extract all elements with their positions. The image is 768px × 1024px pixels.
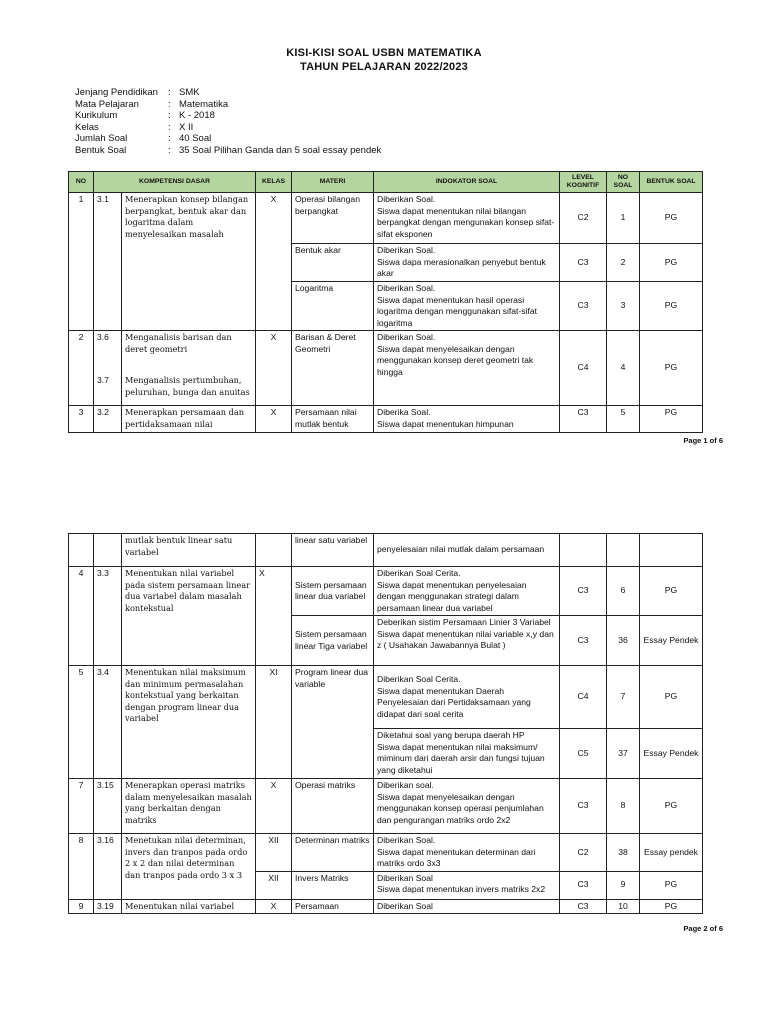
bentuk-soal: Essay Pendek bbox=[640, 729, 703, 779]
kd-number: 3.16 bbox=[94, 834, 122, 900]
materi: Sistem persamaan linear dua variabel bbox=[292, 567, 374, 616]
kd-number: 3.4 bbox=[94, 666, 122, 779]
col-header-no: NO bbox=[69, 172, 94, 193]
col-header-kelas: KELAS bbox=[256, 172, 292, 193]
level-kognitif: C3 bbox=[560, 871, 607, 899]
indikator: Diberikan Soal. Siswa dapa merasionalkan penyebut bentuk akar bbox=[374, 244, 560, 282]
col-header-kd: KOMPETENSI DASAR bbox=[94, 172, 256, 193]
table-row bbox=[69, 834, 703, 872]
indikator: Diberikan Soal Cerita. Siswa dapat menentukan penyelesaian dengan menggunakan strategi dalam persamaan linear dua variabel bbox=[374, 567, 560, 616]
info-colon: : bbox=[168, 110, 171, 121]
table-row bbox=[69, 406, 703, 433]
indikator: Diberikan Soal. Siswa dapat menentukan nilai bilangan berpangkat dengan mengunakan konsep sifat-sifat eksponen bbox=[374, 193, 560, 244]
kompetensi-dasar: Menerapkan operasi matriks dalam menyelesaikan masalah yang berkaitan dengan matriks bbox=[122, 779, 256, 834]
kisi-table-page-2 bbox=[68, 533, 703, 914]
no-soal: 8 bbox=[607, 779, 640, 834]
bentuk-soal: PG bbox=[640, 567, 703, 616]
kompetensi-dasar: Menetukan nilai determinan, invers dan tranpos pada ordo 2 x 2 dan nilai determinan dan tranpos pada ordo 3 x 3 bbox=[122, 834, 256, 900]
kompetensi-dasar: Menerapkan persamaan dan pertidaksamaan nilai bbox=[122, 406, 256, 433]
info-label: Jumlah Soal bbox=[75, 133, 128, 144]
no-soal: 9 bbox=[607, 871, 640, 899]
info-label: Bentuk Soal bbox=[75, 144, 127, 156]
bentuk-soal: PG bbox=[640, 899, 703, 914]
materi: Logaritma bbox=[292, 282, 374, 331]
info-row bbox=[75, 99, 381, 111]
info-value: X II bbox=[179, 121, 194, 133]
info-row bbox=[75, 87, 381, 99]
indikator: Diberikan Soal bbox=[374, 899, 560, 914]
info-row bbox=[75, 122, 381, 134]
level-kognitif: C3 bbox=[560, 282, 607, 331]
level-kognitif: C3 bbox=[560, 899, 607, 914]
kelas: X bbox=[256, 193, 292, 331]
kelas: X bbox=[256, 406, 292, 433]
bentuk-soal: PG bbox=[640, 244, 703, 282]
info-value: SMK bbox=[179, 87, 200, 98]
kelas: X bbox=[256, 567, 292, 666]
kompetensi-dasar: Menentukan nilai variabel pada sistem persamaan linear dua variabel dalam masalah kontekstual bbox=[122, 567, 256, 666]
bentuk-soal: PG bbox=[640, 331, 703, 406]
kelas: X bbox=[256, 779, 292, 834]
no-soal: 38 bbox=[607, 834, 640, 872]
col-header-bentuk: BENTUK SOAL bbox=[640, 172, 703, 193]
kd-number bbox=[94, 331, 122, 406]
no-soal: 6 bbox=[607, 567, 640, 616]
table-row bbox=[69, 666, 703, 729]
info-label: Kelas bbox=[75, 121, 99, 133]
document-title: KISI-KISI SOAL USBN MATEMATIKA bbox=[286, 47, 482, 59]
level-kognitif: C4 bbox=[560, 331, 607, 406]
info-row bbox=[75, 145, 381, 157]
bentuk-soal: Essay Pendek bbox=[640, 616, 703, 666]
kelas: X bbox=[256, 331, 292, 406]
bentuk-soal: PG bbox=[640, 193, 703, 244]
no-soal: 37 bbox=[607, 729, 640, 779]
indikator: Diketahui soal yang berupa daerah HP Siswa dapat menentukan nilai maksimum/ miminum dari daerah arsir dan fungsi tujuan yang diketahui bbox=[374, 729, 560, 779]
info-colon: : bbox=[168, 87, 171, 98]
kd-number bbox=[94, 534, 122, 567]
bentuk-soal bbox=[640, 534, 703, 567]
bentuk-soal: PG bbox=[640, 871, 703, 899]
level-kognitif bbox=[560, 534, 607, 567]
indikator: Diberikan Soal Siswa dapat menentukan invers matriks 2x2 bbox=[374, 871, 560, 899]
indikator: Diberikan Soal. Siswa dapat menentukan determinan dari matriks ordo 3x3 bbox=[374, 834, 560, 872]
info-value: 35 Soal Pilihan Ganda dan 5 soal essay pendek bbox=[179, 144, 382, 156]
no-soal: 3 bbox=[607, 282, 640, 331]
info-label: Jenjang Pendidikan bbox=[75, 87, 158, 98]
materi: Operasi matriks bbox=[292, 779, 374, 834]
level-kognitif: C5 bbox=[560, 729, 607, 779]
row-no bbox=[69, 534, 94, 567]
materi: Invers Matriks bbox=[292, 871, 374, 899]
materi: Persamaan bbox=[292, 899, 374, 914]
kompetensi-dasar: Menentukan nilai variabel bbox=[122, 899, 256, 914]
no-soal: 10 bbox=[607, 899, 640, 914]
row-no: 7 bbox=[69, 779, 94, 834]
kompetensi-dasar: mutlak bentuk linear satu variabel bbox=[122, 534, 256, 567]
info-row bbox=[75, 110, 381, 122]
kd-number: 3.2 bbox=[94, 406, 122, 433]
materi: Operasi bilangan berpangkat bbox=[292, 193, 374, 244]
info-label: Mata Pelajaran bbox=[75, 98, 139, 110]
level-kognitif: C3 bbox=[560, 567, 607, 616]
bentuk-soal: Essay pendek bbox=[640, 834, 703, 872]
row-no: 5 bbox=[69, 666, 94, 779]
kd-text-1: Menganalisis barisan dan deret geometri bbox=[125, 332, 232, 354]
document-info bbox=[75, 87, 381, 156]
no-soal: 7 bbox=[607, 666, 640, 729]
kd-number-1: 3.6 bbox=[97, 332, 109, 342]
level-kognitif: C4 bbox=[560, 666, 607, 729]
bentuk-soal: PG bbox=[640, 406, 703, 433]
no-soal bbox=[607, 534, 640, 567]
table-row bbox=[69, 567, 703, 616]
indikator: Diberika Soal. Siswa dapat menentukan himpunan bbox=[374, 406, 560, 433]
indikator: Diberikan Soal. Siswa dapat menentukan hasil operasi logaritma dengan menggunakan sifat-sifat logaritma bbox=[374, 282, 560, 331]
no-soal: 1 bbox=[607, 193, 640, 244]
level-kognitif: C3 bbox=[560, 616, 607, 666]
bentuk-soal: PG bbox=[640, 666, 703, 729]
kompetensi-dasar bbox=[122, 331, 256, 406]
materi: Persamaan nilai mutlak bentuk bbox=[292, 406, 374, 433]
info-colon: : bbox=[168, 121, 171, 133]
col-header-level: LEVEL KOGNITIF bbox=[560, 172, 607, 193]
kompetensi-dasar: Menerapkan konsep bilangan berpangkat, bentuk akar dan logaritma dalam menyelesaikan masalah bbox=[122, 193, 256, 331]
no-soal: 36 bbox=[607, 616, 640, 666]
table-row bbox=[69, 534, 703, 567]
info-value: 40 Soal bbox=[179, 133, 212, 144]
no-soal: 2 bbox=[607, 244, 640, 282]
col-header-no-soal: NO SOAL bbox=[607, 172, 640, 193]
level-kognitif: C3 bbox=[560, 779, 607, 834]
kelas bbox=[256, 534, 292, 567]
row-no: 3 bbox=[69, 406, 94, 433]
bentuk-soal: PG bbox=[640, 282, 703, 331]
no-soal: 4 bbox=[607, 331, 640, 406]
kd-number: 3.3 bbox=[94, 567, 122, 666]
kelas: XII bbox=[256, 871, 292, 899]
level-kognitif: C2 bbox=[560, 193, 607, 244]
indikator: penyelesaian nilai mutlak dalam persamaan bbox=[374, 534, 560, 567]
row-no: 1 bbox=[69, 193, 94, 331]
info-colon: : bbox=[168, 133, 171, 144]
materi: Determinan matriks bbox=[292, 834, 374, 872]
info-value: Matematika bbox=[179, 98, 229, 110]
materi: Sistem persamaan linear Tiga variabel bbox=[292, 616, 374, 666]
info-colon: : bbox=[168, 144, 171, 156]
info-colon: : bbox=[168, 98, 171, 110]
materi: Program linear dua variable bbox=[292, 666, 374, 779]
info-row bbox=[75, 133, 381, 145]
level-kognitif: C2 bbox=[560, 834, 607, 872]
row-no: 2 bbox=[69, 331, 94, 406]
kompetensi-dasar: Menentukan nilai maksimum dan minimum permasalahan kontekstual yang berkaitan dengan program linear dua variabel bbox=[122, 666, 256, 779]
kd-number: 3.19 bbox=[94, 899, 122, 914]
page-number: Page 1 of 6 bbox=[683, 436, 723, 445]
bentuk-soal: PG bbox=[640, 779, 703, 834]
table-row bbox=[69, 899, 703, 914]
document-subtitle: TAHUN PELAJARAN 2022/2023 bbox=[299, 61, 469, 73]
info-label: Kurikulum bbox=[75, 110, 118, 121]
row-no: 8 bbox=[69, 834, 94, 900]
kelas: X bbox=[256, 899, 292, 914]
indikator: Diberikan soal. Siswa dapat menyelesaikan dengan menggunakan konsep operasi penjumlahan dan pengurangan matriks ordo 2x2 bbox=[374, 779, 560, 834]
indikator: Diberikan Soal. Siswa dapat menyelesaikan dengan menggunakan konsep deret geometri tak hingga bbox=[374, 331, 560, 406]
row-no: 9 bbox=[69, 899, 94, 914]
indikator: Diberikan Soal Cerita. Siswa dapat menentukan Daerah Penyelesaian dari Pertidaksamaan yang didapat dari soal cerita bbox=[374, 666, 560, 729]
materi: Bentuk akar bbox=[292, 244, 374, 282]
indikator: Deberikan sistim Persamaan Linier 3 Variabel Siswa dapat menentukan nilai variable x,y dan z ( Usahakan Jawabannya Bulat ) bbox=[374, 616, 560, 666]
level-kognitif: C3 bbox=[560, 406, 607, 433]
kd-number: 3.1 bbox=[94, 193, 122, 331]
col-header-materi: MATERI bbox=[292, 172, 374, 193]
kd-number: 3.15 bbox=[94, 779, 122, 834]
kisi-table-page-1 bbox=[68, 171, 703, 433]
row-no: 4 bbox=[69, 567, 94, 666]
kelas: XII bbox=[256, 834, 292, 872]
info-value: K - 2018 bbox=[179, 110, 215, 121]
table-row bbox=[69, 331, 703, 406]
table-row bbox=[69, 779, 703, 834]
kd-number-2: 3.7 bbox=[97, 375, 109, 385]
kelas: XI bbox=[256, 666, 292, 779]
table-row bbox=[69, 193, 703, 244]
col-header-indikator: INDOKATOR SOAL bbox=[374, 172, 560, 193]
table-header-row bbox=[69, 172, 703, 193]
page-number: Page 2 of 6 bbox=[683, 924, 723, 933]
materi: linear satu variabel bbox=[292, 534, 374, 567]
materi: Barisan & Deret Geometri bbox=[292, 331, 374, 406]
no-soal: 5 bbox=[607, 406, 640, 433]
kd-text-2: Menganalisis pertumbuhan, peluruhan, bunga dan anuitas bbox=[125, 375, 250, 397]
level-kognitif: C3 bbox=[560, 244, 607, 282]
